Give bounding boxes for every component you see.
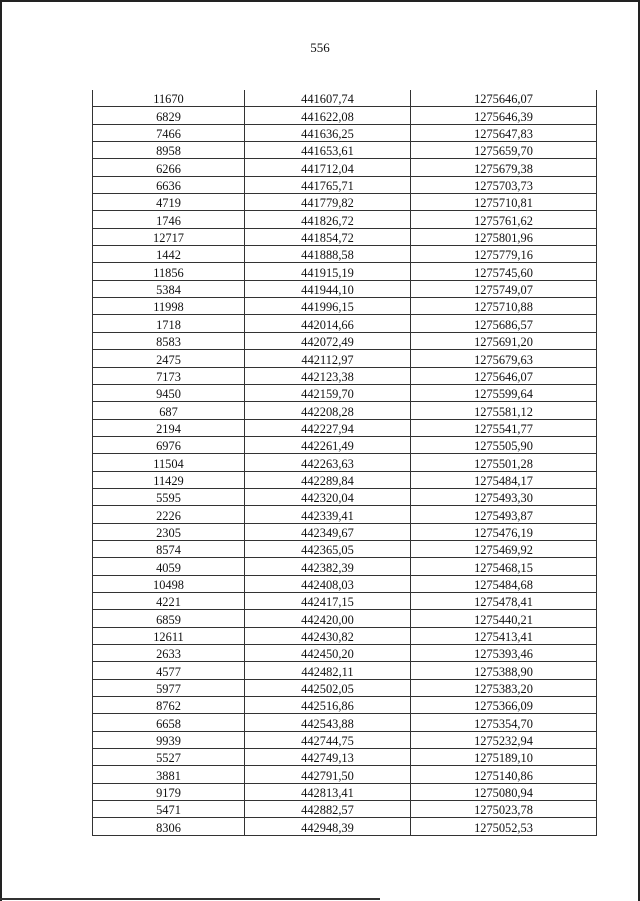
x-coordinate-cell: 441636,25 (245, 124, 411, 141)
x-coordinate-cell: 442408,03 (245, 575, 411, 592)
x-coordinate-cell: 442289,84 (245, 471, 411, 488)
point-number-cell: 4059 (93, 558, 245, 575)
point-number-cell: 9179 (93, 783, 245, 800)
x-coordinate-cell: 442227,94 (245, 419, 411, 436)
y-coordinate-cell: 1275679,63 (411, 350, 597, 367)
y-coordinate-cell: 1275686,57 (411, 315, 597, 332)
point-number-cell: 10498 (93, 575, 245, 592)
x-coordinate-cell: 441653,61 (245, 142, 411, 159)
coordinates-table-body (93, 90, 597, 835)
x-coordinate-cell: 441826,72 (245, 211, 411, 228)
x-coordinate-cell: 441622,08 (245, 107, 411, 124)
point-number-cell: 12717 (93, 228, 245, 245)
y-coordinate-cell: 1275388,90 (411, 662, 597, 679)
y-coordinate-cell: 1275023,78 (411, 801, 597, 818)
point-number-cell: 8306 (93, 818, 245, 835)
x-coordinate-cell: 442482,11 (245, 662, 411, 679)
x-coordinate-cell: 442450,20 (245, 645, 411, 662)
table-row (93, 679, 597, 696)
y-coordinate-cell: 1275801,96 (411, 228, 597, 245)
x-coordinate-cell: 442263,63 (245, 454, 411, 471)
x-coordinate-cell: 441854,72 (245, 228, 411, 245)
table-row (93, 627, 597, 644)
x-coordinate-cell: 442749,13 (245, 749, 411, 766)
table-row (93, 176, 597, 193)
point-number-cell: 9450 (93, 384, 245, 401)
table-row (93, 107, 597, 124)
point-number-cell: 1442 (93, 246, 245, 263)
y-coordinate-cell: 1275052,53 (411, 818, 597, 835)
y-coordinate-cell: 1275354,70 (411, 714, 597, 731)
table-row (93, 124, 597, 141)
table-row (93, 246, 597, 263)
table-row (93, 159, 597, 176)
x-coordinate-cell: 442791,50 (245, 766, 411, 783)
table-row (93, 592, 597, 609)
point-number-cell: 6658 (93, 714, 245, 731)
x-coordinate-cell: 442417,15 (245, 592, 411, 609)
point-number-cell: 6859 (93, 610, 245, 627)
x-coordinate-cell: 442159,70 (245, 384, 411, 401)
point-number-cell: 3881 (93, 766, 245, 783)
point-number-cell: 2475 (93, 350, 245, 367)
table-row (93, 315, 597, 332)
table-row (93, 280, 597, 297)
page-number: 556 (310, 40, 330, 55)
point-number-cell: 11856 (93, 263, 245, 280)
table-row (93, 506, 597, 523)
point-number-cell: 4221 (93, 592, 245, 609)
y-coordinate-cell: 1275440,21 (411, 610, 597, 627)
x-coordinate-cell: 442365,05 (245, 540, 411, 557)
y-coordinate-cell: 1275710,81 (411, 194, 597, 211)
y-coordinate-cell: 1275189,10 (411, 749, 597, 766)
point-number-cell: 11504 (93, 454, 245, 471)
y-coordinate-cell: 1275541,77 (411, 419, 597, 436)
point-number-cell: 8574 (93, 540, 245, 557)
y-coordinate-cell: 1275745,60 (411, 263, 597, 280)
point-number-cell: 8762 (93, 697, 245, 714)
y-coordinate-cell: 1275232,94 (411, 731, 597, 748)
point-number-cell: 6636 (93, 176, 245, 193)
point-number-cell: 5527 (93, 749, 245, 766)
x-coordinate-cell: 441607,74 (245, 90, 411, 107)
table-row (93, 558, 597, 575)
y-coordinate-cell: 1275478,41 (411, 592, 597, 609)
y-coordinate-cell: 1275647,83 (411, 124, 597, 141)
table-row (93, 697, 597, 714)
y-coordinate-cell: 1275469,92 (411, 540, 597, 557)
table-row (93, 766, 597, 783)
point-number-cell: 11670 (93, 90, 245, 107)
y-coordinate-cell: 1275484,17 (411, 471, 597, 488)
table-row (93, 731, 597, 748)
table-row (93, 211, 597, 228)
point-number-cell: 2305 (93, 523, 245, 540)
point-number-cell: 8583 (93, 332, 245, 349)
y-coordinate-cell: 1275703,73 (411, 176, 597, 193)
y-coordinate-cell: 1275493,30 (411, 488, 597, 505)
y-coordinate-cell: 1275080,94 (411, 783, 597, 800)
table-row (93, 645, 597, 662)
point-number-cell: 7173 (93, 367, 245, 384)
x-coordinate-cell: 442948,39 (245, 818, 411, 835)
table-row (93, 540, 597, 557)
y-coordinate-cell: 1275646,07 (411, 367, 597, 384)
table-row (93, 263, 597, 280)
table-row (93, 90, 597, 107)
table-row (93, 662, 597, 679)
table-row (93, 419, 597, 436)
table-row (93, 801, 597, 818)
x-coordinate-cell: 442516,86 (245, 697, 411, 714)
point-number-cell: 6976 (93, 436, 245, 453)
x-coordinate-cell: 442502,05 (245, 679, 411, 696)
x-coordinate-cell: 442320,04 (245, 488, 411, 505)
y-coordinate-cell: 1275393,46 (411, 645, 597, 662)
y-coordinate-cell: 1275679,38 (411, 159, 597, 176)
table-row (93, 749, 597, 766)
point-number-cell: 5595 (93, 488, 245, 505)
table-row (93, 818, 597, 835)
y-coordinate-cell: 1275581,12 (411, 402, 597, 419)
x-coordinate-cell: 442382,39 (245, 558, 411, 575)
x-coordinate-cell: 442208,28 (245, 402, 411, 419)
point-number-cell: 7466 (93, 124, 245, 141)
x-coordinate-cell: 442261,49 (245, 436, 411, 453)
y-coordinate-cell: 1275761,62 (411, 211, 597, 228)
page-border-bottom (0, 898, 380, 900)
table-row (93, 523, 597, 540)
point-number-cell: 2194 (93, 419, 245, 436)
x-coordinate-cell: 442014,66 (245, 315, 411, 332)
point-number-cell: 687 (93, 402, 245, 419)
point-number-cell: 5471 (93, 801, 245, 818)
x-coordinate-cell: 442744,75 (245, 731, 411, 748)
y-coordinate-cell: 1275749,07 (411, 280, 597, 297)
point-number-cell: 11429 (93, 471, 245, 488)
point-number-cell: 2226 (93, 506, 245, 523)
x-coordinate-cell: 442882,57 (245, 801, 411, 818)
table-row (93, 610, 597, 627)
x-coordinate-cell: 442430,82 (245, 627, 411, 644)
point-number-cell: 9939 (93, 731, 245, 748)
x-coordinate-cell: 441944,10 (245, 280, 411, 297)
y-coordinate-cell: 1275493,87 (411, 506, 597, 523)
point-number-cell: 4719 (93, 194, 245, 211)
table-row (93, 228, 597, 245)
x-coordinate-cell: 441915,19 (245, 263, 411, 280)
point-number-cell: 4577 (93, 662, 245, 679)
x-coordinate-cell: 442813,41 (245, 783, 411, 800)
x-coordinate-cell: 441996,15 (245, 298, 411, 315)
point-number-cell: 2633 (93, 645, 245, 662)
table-row (93, 142, 597, 159)
y-coordinate-cell: 1275366,09 (411, 697, 597, 714)
y-coordinate-cell: 1275468,15 (411, 558, 597, 575)
table-row (93, 471, 597, 488)
point-number-cell: 1718 (93, 315, 245, 332)
point-number-cell: 11998 (93, 298, 245, 315)
table-row (93, 350, 597, 367)
point-number-cell: 1746 (93, 211, 245, 228)
x-coordinate-cell: 441888,58 (245, 246, 411, 263)
y-coordinate-cell: 1275646,07 (411, 90, 597, 107)
y-coordinate-cell: 1275484,68 (411, 575, 597, 592)
x-coordinate-cell: 442123,38 (245, 367, 411, 384)
table-row (93, 402, 597, 419)
x-coordinate-cell: 442112,97 (245, 350, 411, 367)
table-row (93, 436, 597, 453)
table-row (93, 194, 597, 211)
y-coordinate-cell: 1275659,70 (411, 142, 597, 159)
y-coordinate-cell: 1275505,90 (411, 436, 597, 453)
y-coordinate-cell: 1275691,20 (411, 332, 597, 349)
y-coordinate-cell: 1275413,41 (411, 627, 597, 644)
table-row (93, 454, 597, 471)
table-row (93, 384, 597, 401)
table-row (93, 783, 597, 800)
y-coordinate-cell: 1275599,64 (411, 384, 597, 401)
x-coordinate-cell: 442420,00 (245, 610, 411, 627)
x-coordinate-cell: 442349,67 (245, 523, 411, 540)
point-number-cell: 5384 (93, 280, 245, 297)
y-coordinate-cell: 1275779,16 (411, 246, 597, 263)
x-coordinate-cell: 442339,41 (245, 506, 411, 523)
point-number-cell: 6266 (93, 159, 245, 176)
y-coordinate-cell: 1275710,88 (411, 298, 597, 315)
x-coordinate-cell: 442543,88 (245, 714, 411, 731)
page-border-top (0, 0, 640, 2)
coordinates-table (92, 90, 597, 836)
x-coordinate-cell: 442072,49 (245, 332, 411, 349)
table-row (93, 488, 597, 505)
page-border-left (0, 0, 2, 901)
y-coordinate-cell: 1275383,20 (411, 679, 597, 696)
x-coordinate-cell: 441712,04 (245, 159, 411, 176)
point-number-cell: 8958 (93, 142, 245, 159)
point-number-cell: 5977 (93, 679, 245, 696)
point-number-cell: 6829 (93, 107, 245, 124)
table-row (93, 367, 597, 384)
x-coordinate-cell: 441765,71 (245, 176, 411, 193)
table-row (93, 714, 597, 731)
y-coordinate-cell: 1275646,39 (411, 107, 597, 124)
point-number-cell: 12611 (93, 627, 245, 644)
y-coordinate-cell: 1275501,28 (411, 454, 597, 471)
table-row (93, 575, 597, 592)
y-coordinate-cell: 1275476,19 (411, 523, 597, 540)
y-coordinate-cell: 1275140,86 (411, 766, 597, 783)
table-row (93, 332, 597, 349)
table-row (93, 298, 597, 315)
x-coordinate-cell: 441779,82 (245, 194, 411, 211)
